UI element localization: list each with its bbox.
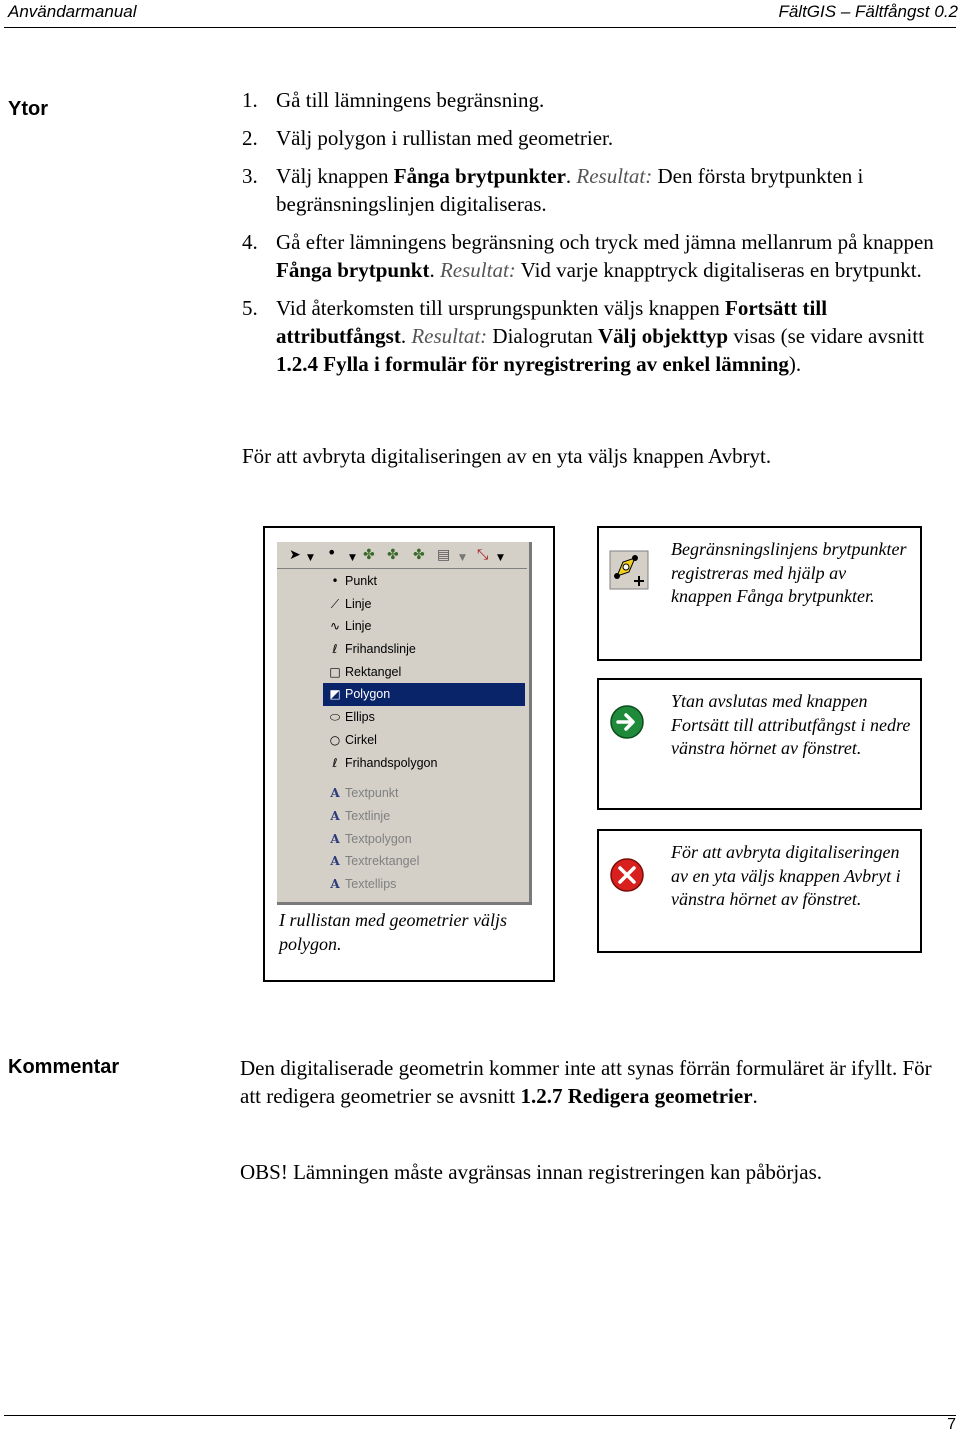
menu-item-label: Linje — [345, 619, 372, 634]
chevron-down-icon[interactable]: ▼ — [497, 553, 504, 563]
text-run: Den första brytpunkten i begränsningslinjen digitaliseras. — [276, 164, 864, 216]
text-run: Gå till lämningens begränsning. — [276, 88, 545, 112]
menu-item-linje-1[interactable] — [323, 593, 525, 616]
result-label: Resultat: — [439, 258, 516, 282]
chevron-down-icon[interactable]: ▼ — [349, 553, 356, 563]
step-item — [242, 86, 957, 114]
menu-item-rektangel[interactable] — [323, 661, 525, 684]
info-text-continue: Ytan avslutas med knappen Fortsätt till attributfångst i nedre vänstra hörnet av fönstret. — [671, 691, 911, 758]
vertex-icon[interactable]: ✤ — [387, 547, 399, 563]
comment-paragraph — [240, 1054, 955, 1110]
geometry-type-icon: ℓ — [332, 755, 338, 770]
menu-item-frihandspolygon[interactable] — [323, 752, 525, 775]
geometry-type-icon: ○ — [329, 732, 341, 747]
geometry-type-icon: • — [331, 574, 339, 588]
steps-list — [242, 86, 957, 388]
text-run: Vid återkomsten till ursprungspunkten väljs knappen — [276, 296, 725, 320]
capture-vertex-icon — [609, 550, 649, 590]
geometry-menu — [323, 570, 525, 896]
menu-item-label: Linje — [345, 596, 372, 611]
menu-item-label: Polygon — [345, 687, 391, 702]
info-box-capture-vertex — [597, 526, 922, 661]
result-label: Resultat: — [411, 324, 488, 348]
header-product-title: FältGIS – Fältfångst 0.2 — [778, 2, 958, 21]
menu-item-linje-2[interactable] — [323, 615, 525, 638]
info-text-capture-vertex: Begränsningslinjens brytpunkter registreras med hjälp av knappen Fånga brytpunkter. — [671, 539, 907, 606]
geometry-type-icon: A — [330, 786, 340, 801]
menu-item-label: Cirkel — [345, 732, 377, 747]
geometry-type-icon: ⟋ — [330, 596, 340, 611]
menu-item-textlinje — [323, 805, 525, 828]
step-number: 4. — [242, 230, 258, 254]
step-number: 2. — [242, 126, 258, 150]
page-number: 7 — [947, 1416, 956, 1433]
geometry-type-icon: A — [330, 854, 340, 869]
page-header — [0, 0, 960, 30]
dot-icon[interactable]: • — [327, 543, 337, 562]
menu-item-label: Frihandspolygon — [345, 755, 438, 770]
geometry-type-icon: ℓ — [332, 642, 338, 657]
menu-item-label: Textrektangel — [345, 854, 420, 869]
menu-item-label: Textellips — [345, 876, 397, 891]
form-icon[interactable]: ▤ — [437, 547, 451, 563]
text-run: Välj polygon i rullistan med geometrier. — [276, 126, 614, 150]
chevron-down-icon[interactable]: ▼ — [307, 553, 314, 563]
menu-item-label: Textlinje — [345, 808, 391, 823]
text-run: ). — [788, 352, 802, 376]
text-run: . — [400, 324, 412, 348]
figure-geometry-dropdown — [263, 526, 555, 982]
step-number: 5. — [242, 296, 258, 320]
geometry-type-icon: ⬭ — [329, 710, 341, 725]
text-run: Vid varje knapptryck digitaliseras en brytpunkt. — [515, 258, 922, 282]
cancel-instruction: För att avbryta digitaliseringen av en yta väljs knappen Avbryt. — [242, 444, 772, 468]
vertex-icon[interactable]: ✤ — [363, 547, 375, 563]
menu-item-textpunkt — [323, 782, 525, 805]
section-label: Ytor — [8, 98, 48, 120]
geometry-type-icon: ∿ — [329, 619, 341, 634]
bold-term: Fortsätt till attributfångst — [276, 296, 828, 348]
header-document-title: Användarmanual — [8, 2, 137, 21]
chevron-down-icon[interactable]: ▼ — [459, 553, 466, 563]
bold-term: 1.2.4 Fylla i formulär för nyregistrering av enkel lämning — [276, 352, 789, 376]
text-run: Den digitaliserade geometrin kommer inte att synas förrän formuläret är ifyllt. För att redigera geometrier se avsnitt — [240, 1056, 932, 1108]
menu-item-textellips — [323, 873, 525, 896]
result-label: Resultat: — [576, 164, 653, 188]
step-item — [242, 228, 957, 284]
menu-item-cirkel[interactable] — [323, 729, 525, 752]
step-number: 1. — [242, 88, 258, 112]
menu-item-frihandslinje[interactable] — [323, 638, 525, 661]
info-box-continue — [597, 678, 922, 810]
geometry-type-icon: A — [330, 831, 340, 846]
text-run: Dialogrutan — [487, 324, 598, 348]
menu-item-punkt[interactable] — [323, 570, 525, 593]
menu-separator — [323, 774, 525, 782]
step-number: 3. — [242, 164, 258, 188]
step-item — [242, 162, 957, 218]
comment-note: OBS! Lämningen måste avgränsas innan registreringen kan påbörjas. — [240, 1160, 823, 1184]
line-tool-icon[interactable]: ⤡ — [477, 547, 489, 563]
text-run: . — [565, 164, 577, 188]
text-run: . — [752, 1084, 758, 1108]
geometry-type-icon: A — [330, 808, 340, 823]
footer-rule — [4, 1415, 956, 1416]
menu-item-textrektangel — [323, 850, 525, 873]
step-item — [242, 294, 957, 378]
info-text-cancel: För att avbryta digitaliseringen av en yta väljs knappen Avbryt i vänstra hörnet av fönstret. — [671, 842, 901, 909]
geometry-type-icon: A — [330, 876, 340, 891]
geometry-toolbar — [277, 542, 527, 569]
text-run: visas (se vidare avsnitt — [728, 324, 925, 348]
bold-term: Välj objekttyp — [597, 324, 729, 348]
bold-term: 1.2.7 Redigera geometrier — [520, 1084, 753, 1108]
menu-item-label: Punkt — [345, 574, 377, 588]
menu-item-ellips[interactable] — [323, 706, 525, 729]
geometry-type-icon: ◩ — [329, 687, 341, 702]
menu-item-label: Rektangel — [345, 664, 402, 679]
dropdown-screenshot — [277, 542, 532, 905]
header-rule — [4, 27, 956, 28]
text-run: Välj knappen — [276, 164, 394, 188]
menu-item-polygon[interactable] — [323, 683, 525, 706]
menu-item-label: Textpolygon — [345, 831, 412, 846]
arrow-icon[interactable]: ➤ — [289, 547, 301, 563]
figure-caption: I rullistan med geometrier väljs polygon. — [279, 910, 507, 954]
bold-term: Fånga brytpunkter — [393, 164, 566, 188]
info-box-cancel — [597, 829, 922, 953]
geometry-type-icon: □ — [329, 664, 341, 679]
step-item — [242, 124, 957, 152]
cancel-icon — [609, 857, 649, 897]
menu-item-label: Ellips — [345, 710, 375, 725]
menu-item-textpolygon — [323, 828, 525, 851]
text-run: . — [429, 258, 440, 282]
bold-term: Fånga brytpunkt — [276, 258, 430, 282]
continue-arrow-icon — [609, 704, 649, 744]
comment-label: Kommentar — [8, 1056, 120, 1078]
menu-item-label: Textpunkt — [345, 786, 399, 801]
text-run: Gå efter lämningens begränsning och tryck med jämna mellanrum på knappen — [276, 230, 934, 254]
vertex-icon[interactable]: ✤ — [413, 547, 425, 563]
menu-item-label: Frihandslinje — [345, 642, 416, 657]
